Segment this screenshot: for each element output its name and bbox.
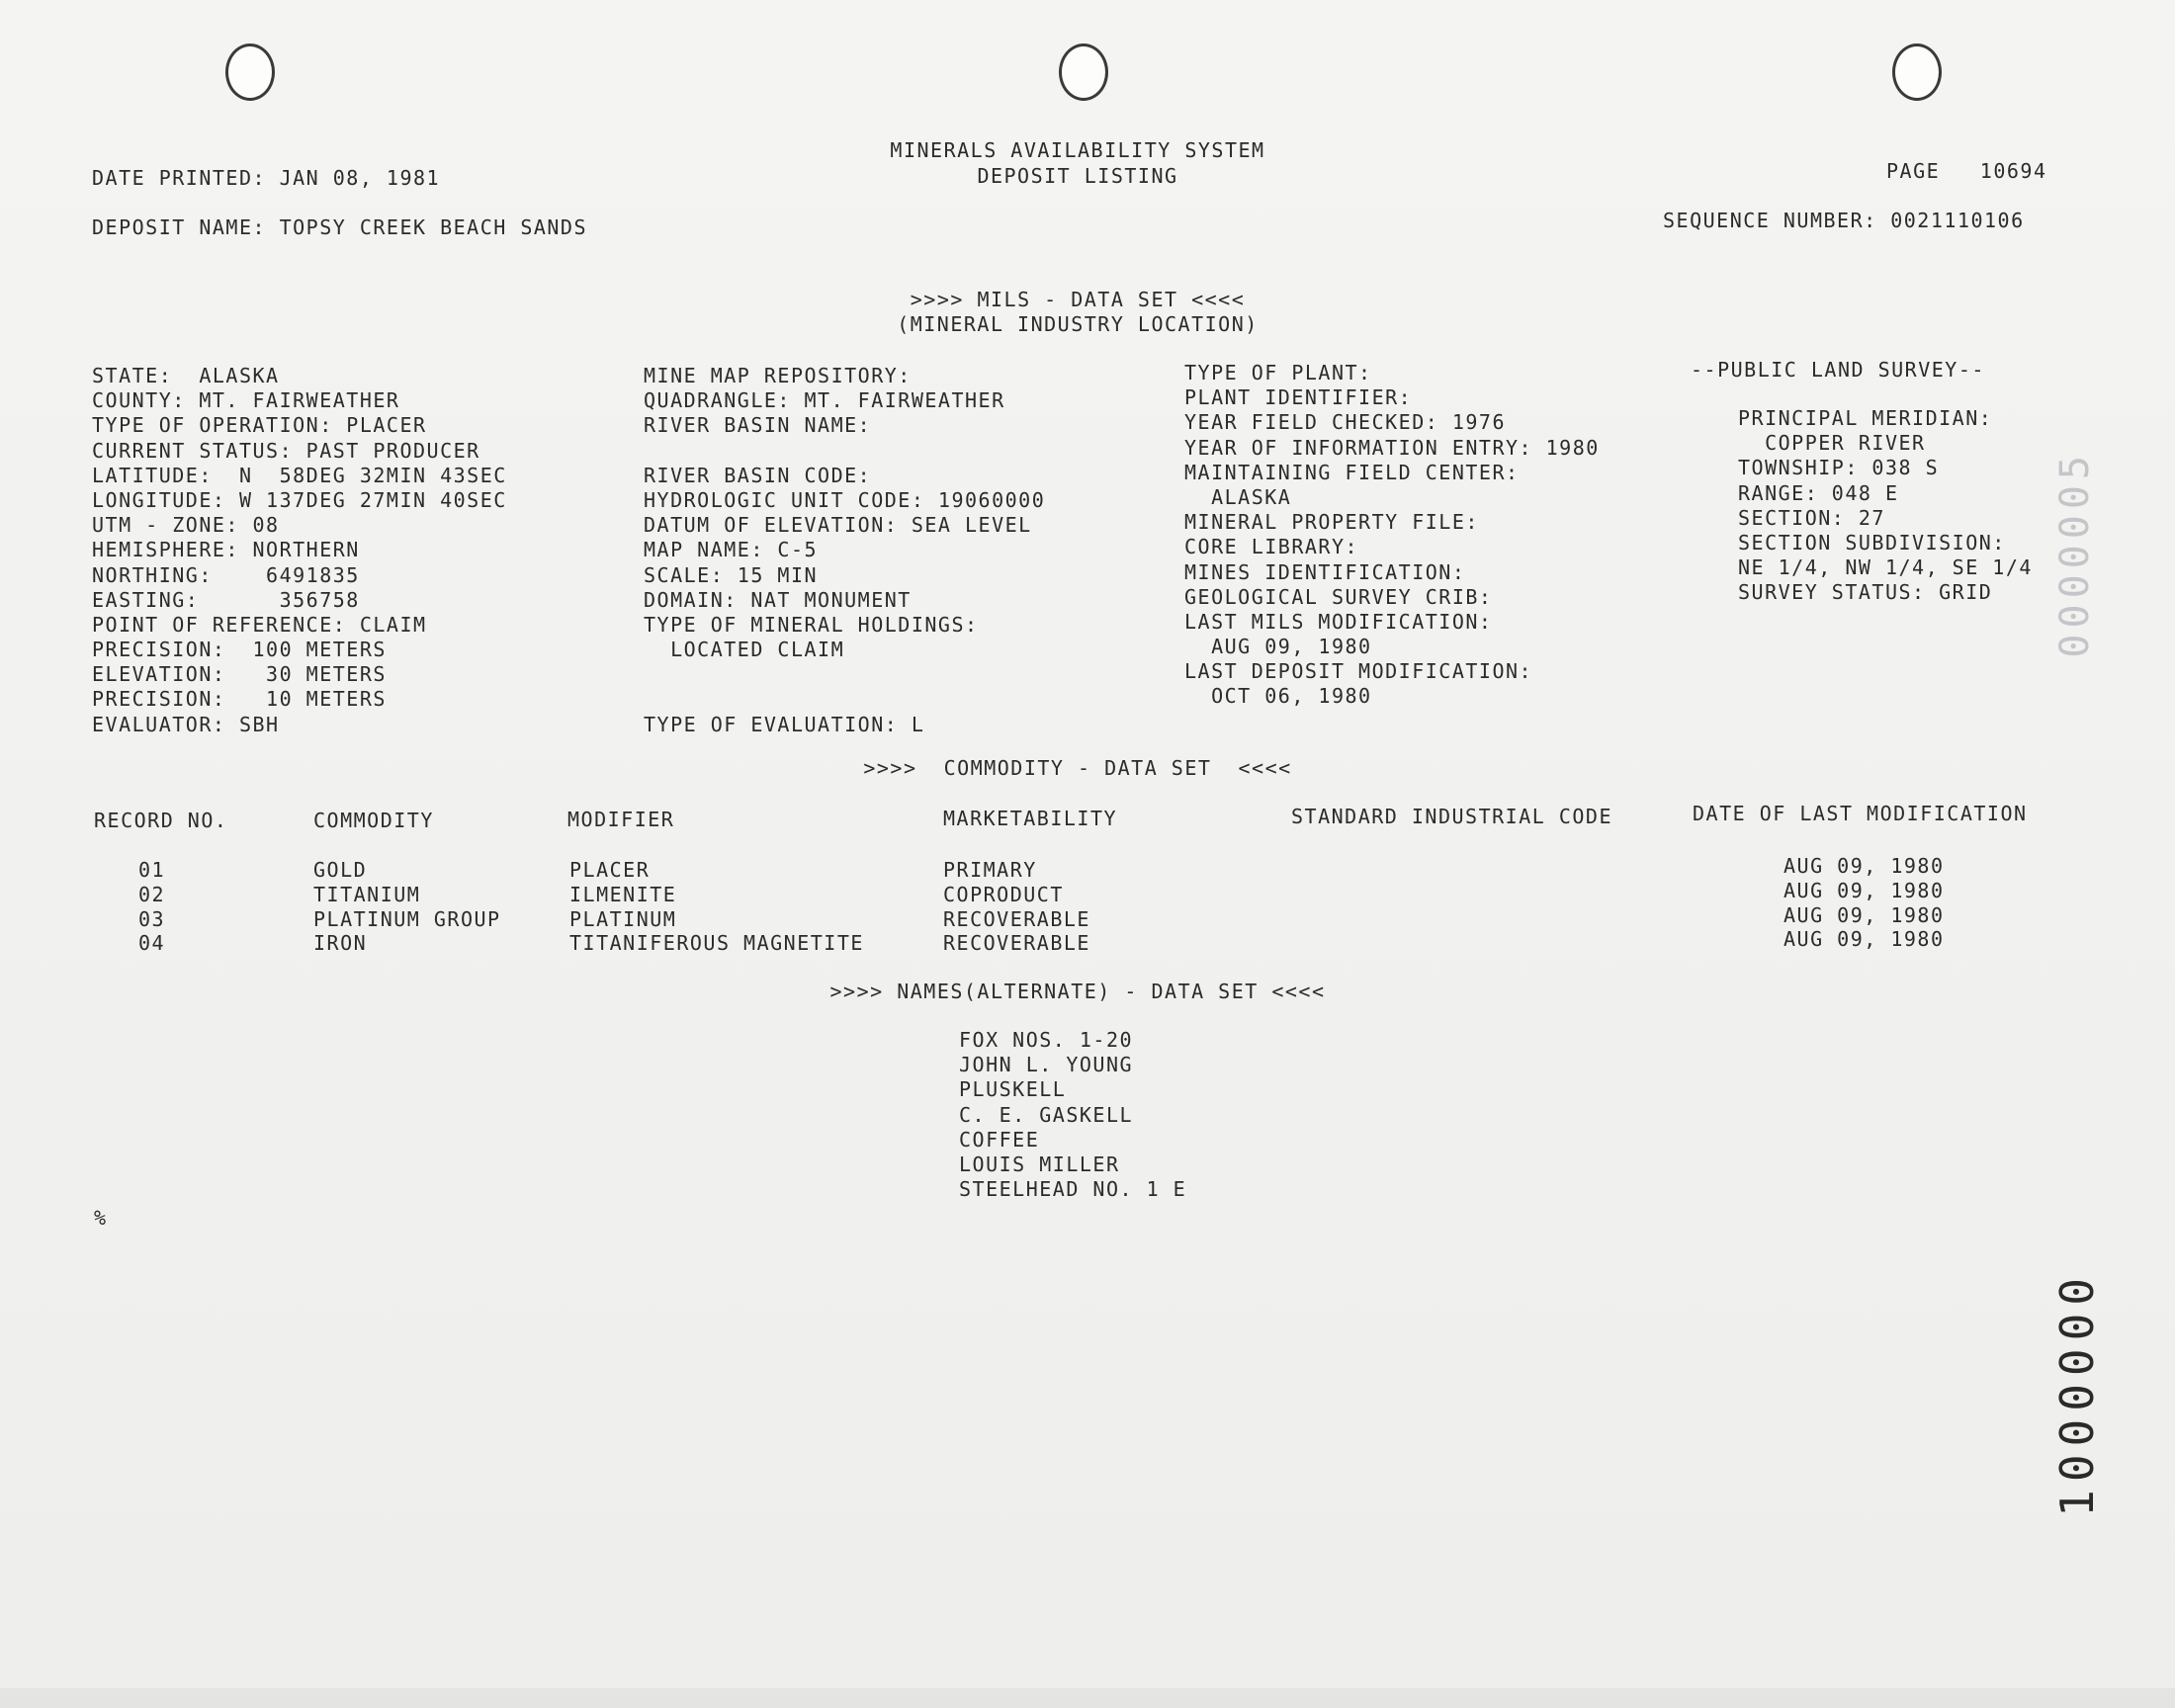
plant-field: YEAR FIELD CHECKED: 1976 (1184, 410, 1506, 435)
public-land-survey-heading: --PUBLIC LAND SURVEY-- (1691, 358, 1985, 382)
mils-column-location (92, 364, 507, 737)
plant-field: MAINTAINING FIELD CENTER: (1184, 460, 1520, 484)
alternate-name: LOUIS MILLER (959, 1152, 1120, 1176)
map-field: MAP NAME: C-5 (644, 538, 819, 562)
punch-hole-center (1059, 43, 1108, 101)
sequence-number: SEQUENCE NUMBER: 0021110106 (1663, 209, 2025, 232)
plant-field: YEAR OF INFORMATION ENTRY: 1980 (1184, 435, 1600, 460)
commodity-row (0, 927, 2175, 956)
punch-hole-right (1892, 43, 1942, 101)
system-title: MINERALS AVAILABILITY SYSTEM (890, 138, 1265, 162)
map-field (644, 662, 1045, 687)
modifier-cell: PLACER (569, 858, 651, 882)
modifier-cell: TITANIFEROUS MAGNETITE (569, 931, 864, 955)
location-field: STATE: ALASKA (92, 364, 280, 387)
column-header-marketability: MARKETABILITY (943, 807, 1118, 830)
location-field: LONGITUDE: W 137DEG 27MIN 40SEC (92, 487, 507, 512)
land-survey-field: SECTION SUBDIVISION: (1738, 530, 2006, 555)
plant-field: AUG 09, 1980 (1184, 635, 1372, 659)
column-header-record-no: RECORD NO. (94, 809, 228, 832)
location-field: UTM - ZONE: 08 (92, 513, 280, 538)
alternate-name: STEELHEAD NO. 1 E (959, 1177, 1187, 1202)
map-field: TYPE OF EVALUATION: L (644, 712, 925, 736)
margin-stamp: 1000000 (2050, 1270, 2104, 1517)
mils-column-plant (1184, 361, 1600, 710)
location-field: HEMISPHERE: NORTHERN (92, 538, 360, 562)
mils-subheading: (MINERAL INDUSTRY LOCATION) (897, 312, 1259, 336)
map-field: TYPE OF MINERAL HOLDINGS: (644, 612, 979, 637)
listing-title: DEPOSIT LISTING (977, 164, 1178, 188)
margin-stamp-faint: 0000005 (2052, 450, 2098, 658)
plant-field: ALASKA (1184, 484, 1292, 509)
deposit-name: DEPOSIT NAME: TOPSY CREEK BEACH SANDS (92, 215, 588, 239)
map-field: RIVER BASIN CODE: (644, 463, 872, 487)
land-survey-field: COPPER RIVER (1738, 431, 1926, 456)
land-survey-field: TOWNSHIP: 038 S (1738, 456, 1940, 480)
commodity-cell: IRON (313, 931, 368, 955)
commodity-cell: GOLD (313, 858, 368, 882)
mils-column-map (644, 364, 1045, 737)
location-field: COUNTY: MT. FAIRWEATHER (92, 388, 400, 413)
location-field: ELEVATION: 30 METERS (92, 662, 387, 687)
record-number-cell: 03 (138, 907, 166, 931)
paper-bottom-edge (0, 1688, 2175, 1708)
alternate-name: COFFEE (959, 1127, 1040, 1152)
mils-column-land-survey (1738, 406, 2033, 606)
map-field: QUADRANGLE: MT. FAIRWEATHER (644, 388, 1005, 413)
alternate-name: FOX NOS. 1-20 (959, 1028, 1134, 1052)
modifier-cell: PLATINUM (569, 907, 677, 931)
plant-field: LAST MILS MODIFICATION: (1184, 609, 1493, 634)
plant-field: GEOLOGICAL SURVEY CRIB: (1184, 584, 1493, 609)
commodity-cell: TITANIUM (313, 883, 421, 906)
modification-date-cell: AUG 09, 1980 (1784, 879, 1945, 902)
map-field: RIVER BASIN NAME: (644, 413, 872, 438)
alternate-name: C. E. GASKELL (959, 1102, 1134, 1127)
location-field: PRECISION: 100 METERS (92, 638, 387, 662)
map-field: SCALE: 15 MIN (644, 562, 819, 587)
page-number: PAGE 10694 (1886, 159, 2047, 183)
map-field (644, 439, 1045, 464)
location-field: POINT OF REFERENCE: CLAIM (92, 612, 427, 637)
plant-field: MINES IDENTIFICATION: (1184, 559, 1466, 584)
date-printed: DATE PRINTED: JAN 08, 1981 (92, 166, 441, 190)
punch-hole-left (225, 43, 275, 101)
location-field: CURRENT STATUS: PAST PRODUCER (92, 438, 480, 463)
modifier-cell: ILMENITE (569, 883, 677, 906)
land-survey-field: SURVEY STATUS: GRID (1738, 580, 1993, 605)
land-survey-field: NE 1/4, NW 1/4, SE 1/4 (1738, 555, 2033, 580)
map-field: DOMAIN: NAT MONUMENT (644, 587, 912, 612)
column-header-modifier: MODIFIER (567, 808, 675, 831)
plant-field: LAST DEPOSIT MODIFICATION: (1184, 659, 1533, 684)
modification-date-cell: AUG 09, 1980 (1784, 854, 1945, 878)
marketability-cell: COPRODUCT (943, 883, 1064, 906)
land-survey-field: SECTION: 27 (1738, 505, 1885, 530)
alternate-names-list (959, 1028, 1186, 1202)
names-heading: >>>> NAMES(ALTERNATE) - DATA SET <<<< (829, 980, 1326, 1003)
plant-field: MINERAL PROPERTY FILE: (1184, 510, 1479, 535)
location-field: LATITUDE: N 58DEG 32MIN 43SEC (92, 463, 507, 487)
column-header-sic: STANDARD INDUSTRIAL CODE (1291, 805, 1612, 828)
map-field: DATUM OF ELEVATION: SEA LEVEL (644, 513, 1032, 538)
commodity-heading: >>>> COMMODITY - DATA SET <<<< (863, 756, 1292, 780)
modification-date-cell: AUG 09, 1980 (1784, 927, 1945, 951)
column-header-last-modification: DATE OF LAST MODIFICATION (1693, 802, 2028, 825)
record-number-cell: 01 (138, 858, 166, 882)
location-field: TYPE OF OPERATION: PLACER (92, 413, 427, 438)
record-number-cell: 02 (138, 883, 166, 906)
land-survey-field: RANGE: 048 E (1738, 480, 1899, 505)
land-survey-field: PRINCIPAL MERIDIAN: (1738, 406, 1993, 430)
map-field (644, 687, 1045, 712)
alternate-name: JOHN L. YOUNG (959, 1053, 1134, 1077)
map-field: MINE MAP REPOSITORY: (644, 364, 912, 387)
map-field: HYDROLOGIC UNIT CODE: 19060000 (644, 487, 1046, 512)
location-field: NORTHING: 6491835 (92, 562, 360, 587)
mils-heading: >>>> MILS - DATA SET <<<< (910, 288, 1246, 311)
commodity-cell: PLATINUM GROUP (313, 907, 501, 931)
footer-mark: % (94, 1206, 108, 1230)
location-field: EASTING: 356758 (92, 587, 360, 612)
record-number-cell: 04 (138, 931, 166, 955)
plant-field: TYPE OF PLANT: (1184, 361, 1372, 384)
location-field: EVALUATOR: SBH (92, 712, 280, 736)
map-field: LOCATED CLAIM (644, 638, 845, 662)
modification-date-cell: AUG 09, 1980 (1784, 903, 1945, 927)
marketability-cell: PRIMARY (943, 858, 1037, 882)
plant-field: CORE LIBRARY: (1184, 535, 1359, 559)
plant-field: PLANT IDENTIFIER: (1184, 385, 1413, 410)
alternate-name: PLUSKELL (959, 1077, 1067, 1102)
plant-field: OCT 06, 1980 (1184, 684, 1372, 709)
marketability-cell: RECOVERABLE (943, 907, 1090, 931)
column-header-commodity: COMMODITY (313, 809, 434, 832)
marketability-cell: RECOVERABLE (943, 931, 1090, 955)
location-field: PRECISION: 10 METERS (92, 687, 387, 712)
